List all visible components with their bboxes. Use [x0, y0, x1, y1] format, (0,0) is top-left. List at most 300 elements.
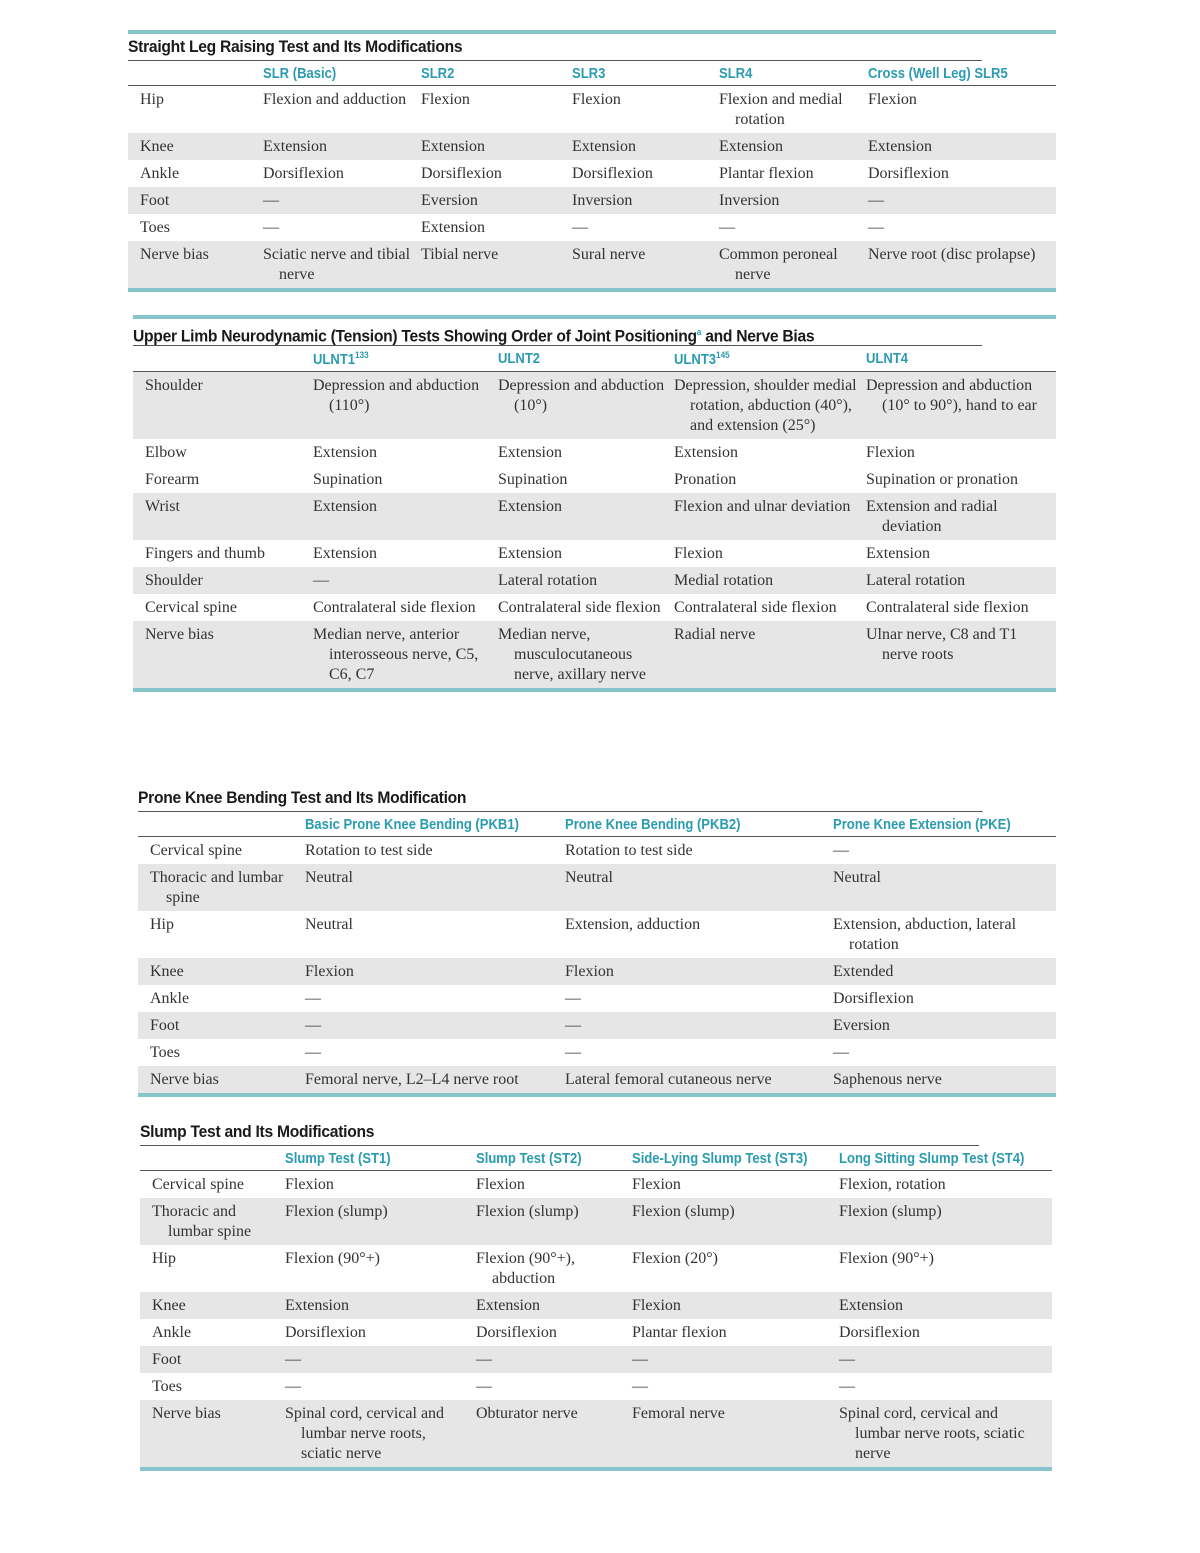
cell-text: Depression and abduction (10° to 90°), hand to ear	[866, 376, 1037, 414]
cell-text: Extension	[313, 544, 377, 562]
row-label	[133, 493, 313, 540]
table-row	[140, 1319, 1052, 1346]
table-cell	[866, 540, 1056, 567]
cell-text: Extension	[719, 138, 783, 155]
row-label	[138, 1066, 305, 1093]
row-label	[138, 1012, 305, 1039]
row-label-text: Shoulder	[145, 571, 203, 589]
cell-text: Nerve root (disc prolapse)	[868, 246, 1036, 263]
table-cell	[833, 1012, 1056, 1039]
cell-text: Extension	[476, 1297, 540, 1314]
cell-text: —	[719, 219, 735, 236]
table-row	[138, 837, 1056, 865]
table-cell	[421, 133, 572, 160]
cell-text: Extended	[833, 963, 894, 980]
table-cell	[305, 1012, 565, 1039]
header-blank	[133, 346, 313, 371]
table-row	[128, 241, 1056, 288]
table-cell	[868, 160, 1056, 187]
header-blank	[128, 61, 263, 86]
cell-text: Contralateral side flexion	[674, 598, 837, 616]
table-cell	[866, 621, 1056, 688]
cell-text: —	[632, 1378, 648, 1395]
cell-text: Median nerve, anterior interosseous nerve, C5, C6, C7	[313, 625, 479, 683]
column-header	[498, 346, 674, 371]
cell-text: Contralateral side flexion	[498, 598, 661, 616]
cell-text: Flexion	[285, 1176, 334, 1193]
table-cell	[833, 985, 1056, 1012]
column-header	[263, 61, 421, 86]
data-table	[133, 346, 1056, 688]
table-cell	[313, 466, 498, 493]
cell-text: —	[565, 990, 581, 1007]
column-header-text: Slump Test (ST2)	[476, 1150, 582, 1167]
cell-text: Spinal cord, cervical and lumbar nerve roots, sciatic nerve	[839, 1405, 1025, 1462]
cell-text: Flexion (slump)	[476, 1203, 579, 1220]
section-title	[138, 785, 983, 812]
table-cell	[305, 985, 565, 1012]
header-row	[133, 346, 1056, 371]
data-table	[128, 61, 1056, 288]
section-bottom-rule	[128, 288, 1056, 292]
table-cell	[476, 1245, 632, 1292]
cell-text: Flexion	[632, 1297, 681, 1314]
row-label	[128, 133, 263, 160]
cell-text: —	[476, 1378, 492, 1395]
row-label-text: Toes	[152, 1378, 182, 1395]
cell-text: Extension	[866, 544, 930, 562]
table-cell	[305, 864, 565, 911]
row-label	[133, 540, 313, 567]
cell-text: Extension	[263, 138, 327, 155]
cell-text: Flexion and medial rotation	[719, 91, 843, 128]
row-label	[140, 1171, 285, 1199]
cell-text: Flexion	[674, 544, 723, 562]
table-row	[128, 133, 1056, 160]
row-label	[140, 1198, 285, 1245]
cell-text: Median nerve, musculocutaneous nerve, axillary nerve	[498, 625, 646, 683]
cell-text: Plantar flexion	[719, 165, 814, 182]
row-label-text: Nerve bias	[150, 1071, 219, 1088]
section-bottom-rule	[140, 1467, 1052, 1471]
table-row	[133, 439, 1056, 466]
cell-text: Extension	[421, 219, 485, 236]
cell-text: Flexion (slump)	[839, 1203, 942, 1220]
pkb-table-section	[138, 785, 1056, 1097]
table-cell	[866, 371, 1056, 439]
table-cell	[313, 621, 498, 688]
cell-text: Extension	[498, 443, 562, 461]
column-header	[285, 1146, 476, 1171]
cell-text: Neutral	[565, 869, 613, 886]
table-cell	[498, 466, 674, 493]
table-cell	[498, 621, 674, 688]
table-row	[138, 1012, 1056, 1039]
section-title-text: Slump Test and Its Modifications	[140, 1122, 375, 1141]
row-label	[133, 439, 313, 466]
table-cell	[305, 1039, 565, 1066]
table-cell	[839, 1171, 1052, 1199]
column-header	[719, 61, 868, 86]
table-row	[140, 1346, 1052, 1373]
cell-text: Spinal cord, cervical and lumbar nerve roots, sciatic nerve	[285, 1405, 445, 1462]
row-label	[138, 911, 305, 958]
table-cell	[476, 1198, 632, 1245]
table-cell	[632, 1319, 839, 1346]
table-row	[133, 371, 1056, 439]
cell-text: Dorsiflexion	[263, 165, 344, 182]
cell-text: Eversion	[833, 1017, 890, 1034]
cell-text: Flexion	[868, 91, 917, 108]
row-label	[128, 241, 263, 288]
table-row	[138, 1039, 1056, 1066]
table-cell	[866, 594, 1056, 621]
table-cell	[565, 1066, 833, 1093]
cell-text: Extension and radial deviation	[866, 497, 998, 535]
table-cell	[833, 958, 1056, 985]
row-label	[140, 1400, 285, 1467]
table-cell	[839, 1400, 1052, 1467]
column-header	[572, 61, 719, 86]
column-header-text: SLR3	[572, 65, 606, 82]
column-header-text: Cross (Well Leg) SLR5	[868, 65, 1008, 82]
table-cell	[833, 911, 1056, 958]
table-cell	[263, 133, 421, 160]
row-label-text: Wrist	[145, 497, 180, 515]
cell-text: Flexion	[572, 91, 621, 108]
cell-text: Lateral rotation	[498, 571, 598, 589]
table-cell	[866, 466, 1056, 493]
table-cell	[476, 1319, 632, 1346]
table-cell	[868, 133, 1056, 160]
header-blank	[140, 1146, 285, 1171]
cell-text: Medial rotation	[674, 571, 774, 589]
cell-text: Flexion (slump)	[285, 1203, 388, 1220]
row-label-text: Ankle	[140, 165, 180, 182]
cell-text: Flexion (slump)	[632, 1203, 735, 1220]
cell-text: —	[305, 1017, 321, 1034]
row-label-text: Hip	[152, 1250, 176, 1267]
table-cell	[565, 911, 833, 958]
column-header-text: Prone Knee Bending (PKB2)	[565, 816, 741, 833]
row-label-text: Thoracic and lumbar spine	[152, 1203, 252, 1240]
row-label	[128, 187, 263, 214]
row-label-text: Thoracic and lumbar spine	[150, 869, 284, 906]
table-cell	[674, 493, 866, 540]
row-label	[128, 160, 263, 187]
cell-text: Flexion	[632, 1176, 681, 1193]
cell-text: Extension	[498, 544, 562, 562]
row-label-text: Nerve bias	[145, 625, 214, 643]
table-cell	[421, 160, 572, 187]
table-cell	[565, 1012, 833, 1039]
column-header	[421, 61, 572, 86]
row-label	[128, 214, 263, 241]
column-header-text: ULNT1	[313, 351, 356, 368]
cell-text: Inversion	[719, 192, 780, 209]
table-cell	[632, 1373, 839, 1400]
column-header	[833, 812, 1056, 837]
table-cell	[866, 439, 1056, 466]
row-label-text: Foot	[150, 1017, 180, 1034]
cell-text: Lateral rotation	[866, 571, 966, 589]
section-title-text: Straight Leg Raising Test and Its Modifications	[128, 37, 463, 56]
table-cell	[839, 1373, 1052, 1400]
table-row	[133, 493, 1056, 540]
header-row	[140, 1146, 1052, 1171]
footnote-mark: a	[696, 327, 702, 337]
row-label	[140, 1346, 285, 1373]
cell-text: Supination	[313, 470, 383, 488]
column-header	[868, 61, 1056, 86]
table-cell	[833, 1066, 1056, 1093]
reference-superscript: 133	[355, 350, 369, 360]
table-row	[140, 1245, 1052, 1292]
header-row	[128, 61, 1056, 86]
table-cell	[868, 241, 1056, 288]
slr-table-section	[128, 30, 1056, 292]
table-cell	[632, 1400, 839, 1467]
column-header	[632, 1146, 839, 1171]
cell-text: Sural nerve	[572, 246, 646, 263]
column-header	[674, 346, 866, 371]
table-row	[128, 86, 1056, 134]
table-cell	[572, 86, 719, 134]
row-label-text: Nerve bias	[140, 246, 209, 263]
table-cell	[674, 540, 866, 567]
row-label	[138, 1039, 305, 1066]
cell-text: Dorsiflexion	[839, 1324, 920, 1341]
cell-text: Obturator nerve	[476, 1405, 578, 1422]
cell-text: —	[285, 1378, 301, 1395]
table-cell	[719, 160, 868, 187]
table-cell	[313, 439, 498, 466]
table-cell	[565, 864, 833, 911]
table-cell	[632, 1346, 839, 1373]
table-cell	[476, 1171, 632, 1199]
cell-text: —	[839, 1378, 855, 1395]
cell-text: Contralateral side flexion	[866, 598, 1029, 616]
table-cell	[305, 1066, 565, 1093]
cell-text: Neutral	[305, 869, 353, 886]
column-header-text: ULNT3	[674, 351, 717, 368]
table-cell	[719, 86, 868, 134]
table-row	[138, 1066, 1056, 1093]
table-cell	[632, 1292, 839, 1319]
cell-text: Depression and abduction (110°)	[313, 376, 480, 414]
table-cell	[313, 594, 498, 621]
cell-text: Dorsiflexion	[868, 165, 949, 182]
section-title-text: Prone Knee Bending Test and Its Modification	[138, 788, 467, 807]
cell-text: —	[565, 1044, 581, 1061]
cell-text: —	[833, 842, 849, 859]
cell-text: —	[313, 571, 329, 589]
table-cell	[565, 985, 833, 1012]
row-label-text: Foot	[152, 1351, 182, 1368]
table-row	[140, 1400, 1052, 1467]
cell-text: Flexion and adduction	[263, 91, 407, 108]
table-cell	[498, 493, 674, 540]
table-row	[140, 1373, 1052, 1400]
cell-text: Lateral femoral cutaneous nerve	[565, 1071, 772, 1088]
table-cell	[498, 567, 674, 594]
cell-text: Dorsiflexion	[476, 1324, 557, 1341]
table-cell	[498, 439, 674, 466]
table-cell	[674, 594, 866, 621]
table-cell	[421, 241, 572, 288]
table-cell	[285, 1171, 476, 1199]
data-table	[140, 1146, 1052, 1467]
cell-text: Extension	[498, 497, 562, 515]
cell-text: Flexion (90°+), abduction	[476, 1250, 575, 1287]
header-blank	[138, 812, 305, 837]
table-cell	[421, 214, 572, 241]
table-cell	[572, 214, 719, 241]
cell-text: —	[305, 1044, 321, 1061]
cell-text: Ulnar nerve, C8 and T1 nerve roots	[866, 625, 1018, 663]
cell-text: Rotation to test side	[565, 842, 693, 859]
cell-text: Extension	[313, 443, 377, 461]
cell-text: Neutral	[305, 916, 353, 933]
column-header	[476, 1146, 632, 1171]
table-cell	[285, 1373, 476, 1400]
cell-text: —	[305, 990, 321, 1007]
table-cell	[572, 241, 719, 288]
row-label-text: Shoulder	[145, 376, 203, 394]
table-cell	[421, 86, 572, 134]
cell-text: —	[868, 192, 884, 209]
table-cell	[498, 371, 674, 439]
table-cell	[285, 1346, 476, 1373]
table-cell	[839, 1319, 1052, 1346]
cell-text: Eversion	[421, 192, 478, 209]
table-cell	[833, 837, 1056, 865]
table-cell	[868, 187, 1056, 214]
table-cell	[839, 1198, 1052, 1245]
table-cell	[476, 1400, 632, 1467]
table-row	[138, 985, 1056, 1012]
cell-text: Flexion	[421, 91, 470, 108]
table-row	[133, 621, 1056, 688]
cell-text: Dorsiflexion	[285, 1324, 366, 1341]
section-title	[140, 1119, 979, 1146]
column-header-text: Slump Test (ST1)	[285, 1150, 391, 1167]
cell-text: Contralateral side flexion	[313, 598, 476, 616]
table-cell	[572, 187, 719, 214]
cell-text: Flexion (90°+)	[285, 1250, 380, 1267]
table-cell	[565, 837, 833, 865]
table-cell	[839, 1346, 1052, 1373]
cell-text: —	[572, 219, 588, 236]
column-header-text: SLR2	[421, 65, 455, 82]
row-label-text: Ankle	[152, 1324, 192, 1341]
table-cell	[285, 1400, 476, 1467]
table-cell	[632, 1171, 839, 1199]
cell-text: Neutral	[833, 869, 881, 886]
row-label	[138, 864, 305, 911]
table-row	[133, 594, 1056, 621]
cell-text: Flexion (90°+)	[839, 1250, 934, 1267]
table-cell	[674, 567, 866, 594]
cell-text: —	[476, 1351, 492, 1368]
row-label	[133, 621, 313, 688]
row-label	[140, 1245, 285, 1292]
cell-text: Pronation	[674, 470, 737, 488]
section-title-tail: and Nerve Bias	[701, 326, 815, 346]
cell-text: Rotation to test side	[305, 842, 433, 859]
cell-text: Extension	[285, 1297, 349, 1314]
cell-text: Dorsiflexion	[421, 165, 502, 182]
table-cell	[285, 1292, 476, 1319]
table-row	[140, 1198, 1052, 1245]
column-header	[313, 346, 498, 371]
row-label-text: Toes	[140, 219, 170, 236]
section-title-text: Upper Limb Neurodynamic (Tension) Tests Showing Order of Joint Positioning	[133, 326, 697, 346]
section-title	[128, 34, 982, 61]
cell-text: Dorsiflexion	[833, 990, 914, 1007]
row-label-text: Knee	[152, 1297, 186, 1314]
cell-text: Flexion	[866, 443, 915, 461]
cell-text: Saphenous nerve	[833, 1071, 942, 1088]
table-cell	[839, 1245, 1052, 1292]
cell-text: Extension	[674, 443, 738, 461]
cell-text: Tibial nerve	[421, 246, 499, 263]
cell-text: —	[565, 1017, 581, 1034]
cell-text: Supination	[498, 470, 568, 488]
table-cell	[833, 1039, 1056, 1066]
row-label	[138, 958, 305, 985]
column-header-text: Side-Lying Slump Test (ST3)	[632, 1150, 808, 1167]
cell-text: —	[263, 219, 279, 236]
row-label	[133, 371, 313, 439]
table-row	[138, 911, 1056, 958]
row-label	[133, 594, 313, 621]
row-label	[140, 1373, 285, 1400]
column-header-text: Prone Knee Extension (PKE)	[833, 816, 1011, 833]
column-header-text: Long Sitting Slump Test (ST4)	[839, 1150, 1025, 1167]
cell-text: Sciatic nerve and tibial nerve	[263, 246, 411, 283]
row-label	[140, 1319, 285, 1346]
table-cell	[868, 214, 1056, 241]
reference-superscript: 145	[716, 350, 730, 360]
cell-text: Extension	[313, 497, 377, 515]
row-label-text: Foot	[140, 192, 170, 209]
table-cell	[476, 1292, 632, 1319]
table-cell	[263, 160, 421, 187]
column-header-text: Basic Prone Knee Bending (PKB1)	[305, 816, 519, 833]
table-cell	[719, 187, 868, 214]
row-label	[133, 567, 313, 594]
cell-text: Supination or pronation	[866, 470, 1018, 488]
cell-text: —	[839, 1351, 855, 1368]
cell-text: Flexion	[305, 963, 354, 980]
row-label	[140, 1292, 285, 1319]
table-cell	[263, 86, 421, 134]
cell-text: Depression, shoulder medial rotation, abduction (40°), and extension (25°)	[674, 376, 857, 434]
row-label-text: Cervical spine	[150, 842, 242, 859]
column-header-text: SLR4	[719, 65, 753, 82]
table-cell	[421, 187, 572, 214]
table-cell	[476, 1373, 632, 1400]
table-cell	[719, 241, 868, 288]
table-cell	[674, 466, 866, 493]
table-cell	[719, 133, 868, 160]
cell-text: Femoral nerve, L2–L4 nerve root	[305, 1071, 519, 1088]
table-cell	[313, 371, 498, 439]
table-cell	[719, 214, 868, 241]
cell-text: Flexion, rotation	[839, 1176, 946, 1193]
column-header-text: SLR (Basic)	[263, 65, 337, 82]
